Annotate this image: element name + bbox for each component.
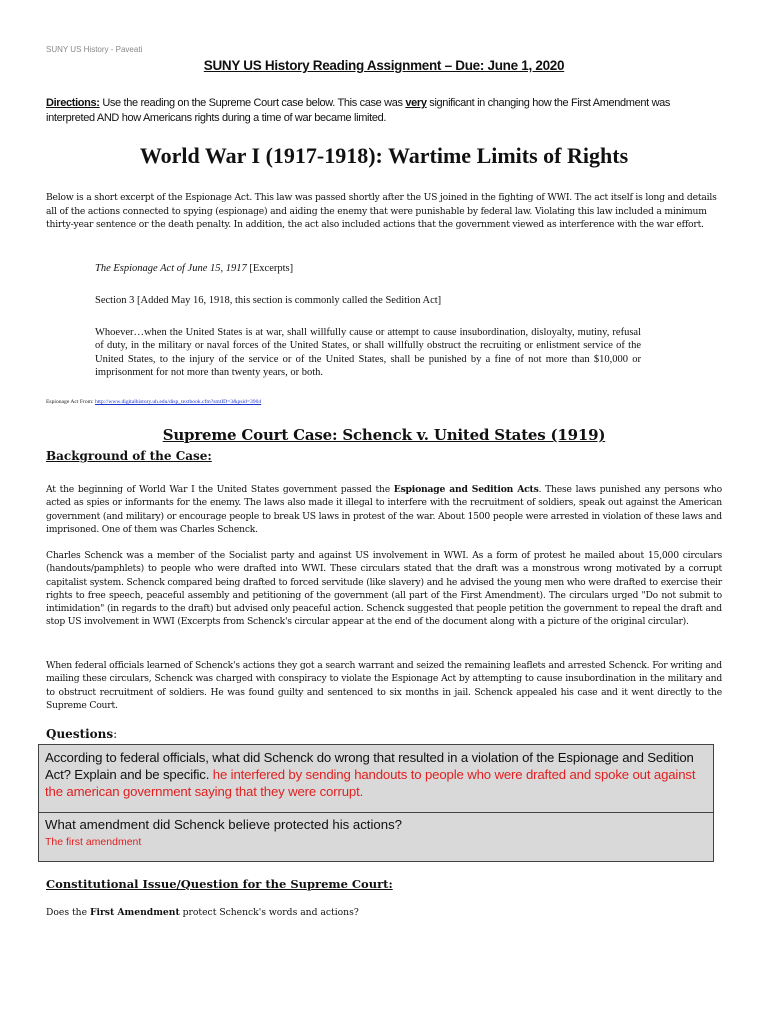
constitutional-question (46, 907, 359, 918)
background-paragraph-2: Charles Schenck was a member of the Socialist party and against US involvement in WWI. As a form of protest he mailed about 15,000 circulars (handouts/pamphlets) to people who were drafted into WWI. These circulars stated that the draft was a monstrous wrong motivated by a corrupt capitalist system. Schenck compared being drafted to forced servitude (like slavery) and he advised the young men who were drafted to exercise their rights to free speech, peaceful assembly and petitioning of the government (all part of the First Amendment). The circulars urged "Do not submit to intimidation" (in regards to the draft) but advised only peaceful action. Schenck suggested that people petition the government to repeal the draft and stop US involvement in WWI (Excerpts from Schenck's circular appear at the end of the document along with a picture of the original circular). (46, 550, 722, 628)
source-citation (46, 399, 261, 405)
answer-1-text[interactable]: he interfered by sending handouts to people who were drafted and spoke out against the american government saying that they were corrupt. (45, 767, 696, 799)
issue-text-b: protect Schenck's words and actions? (179, 907, 359, 918)
constitutional-issue-heading: Constitutional Issue/Question for the Supreme Court: (46, 877, 393, 891)
assignment-title: SUNY US History Reading Assignment – Due: June 1, 2020 (203, 58, 565, 73)
source-link[interactable]: http://www.digitalhistory.uh.edu/disp_textbook.cfm?smtID=3&psid=3904 (94, 399, 262, 405)
intro-paragraph: Below is a short excerpt of the Espionage Act. This law was passed shortly after the US joined in the fighting of WWI. The act itself is long and details all of the actions connected to spying (espionage) and aiding the enemy that were punishable by federal law. Violating this law included a minimum thirty-year sentence or the death penalty. In addition, the act also included actions that the government viewed as interference with the war effort. (46, 192, 717, 231)
case-title: Supreme Court Case: Schenck v. United States (1919) (162, 426, 606, 444)
background-heading: Background of the Case: (46, 449, 212, 463)
question-1-box[interactable] (38, 744, 714, 813)
directions-emphasis: very (405, 97, 427, 109)
excerpt-title (95, 263, 293, 274)
background-paragraph-3: When federal officials learned of Schenck's actions they got a search warrant and seized the remaining leaflets and arrested Schenck. For writing and mailing these circulars, Schenck was charged with conspiracy to violate the Espionage Act by attempting to cause insubordination in the military and to obstruct recruitment of soldiers. He was found guilty and sentenced to six months in jail. Schenck appealed his case and it went directly to the Supreme Court. (46, 660, 722, 711)
answer-2-text[interactable]: The first amendment (45, 836, 142, 848)
questions-heading-text: Questions (46, 727, 114, 741)
excerpt-body: Whoever…when the United States is at war, shall willfully cause or attempt to cause insubordination, disloyalty, mutiny, refusal of duty, in the military or naval forces of the United States, or shall willfully obstruct the recruiting or enlistment service of the United States, to the injury of the service or of the United States, shall be punished by a fine of not more than $10,000 or imprisonment for not more than twenty years, or both. (95, 327, 641, 378)
section-3-label: Section 3 [Added May 16, 1918, this section is commonly called the Sedition Act] (95, 295, 442, 306)
question-2-box[interactable] (38, 812, 714, 862)
p1-bold: Espionage and Sedition Acts (393, 484, 539, 495)
issue-bold: First Amendment (89, 907, 180, 918)
page-title: World War I (1917-1918): Wartime Limits of Rights (139, 143, 629, 168)
p1-text-a: At the beginning of World War I the United States government passed the (46, 484, 394, 495)
directions-label: Directions: (46, 97, 100, 109)
excerpt-title-suffix: [Excerpts] (246, 263, 294, 274)
questions-heading-colon: : (113, 727, 118, 741)
directions-text-a: Use the reading on the Supreme Court case below. This case was (99, 97, 406, 109)
p1-text-b: . These laws punished any persons who acted as spies or informants for the enemy. The laws also made it illegal to interfere with the recruitment of soldiers, speak out against the American government (and military) or encourage people to break US laws in protest of the war. About 1500 people were arrested in violation of these laws and imprisoned. One of them was Charles Schenck. (46, 484, 722, 535)
course-header: SUNY US History - Paveati (46, 45, 143, 54)
directions (46, 96, 706, 126)
excerpt-title-italic: The Espionage Act of June 15, 1917 (95, 263, 247, 274)
question-1-text: According to federal officials, what did Schenck do wrong that resulted in a violation of the Espionage and Sedition Act? Explain and be specific. (45, 750, 694, 782)
question-2-text: What amendment did Schenck believe protected his actions? (45, 817, 402, 832)
source-label: Espionage Act From: (46, 399, 95, 405)
questions-heading (46, 727, 117, 741)
background-paragraph-1 (46, 483, 722, 536)
issue-text-a: Does the (46, 907, 90, 918)
directions-text-b: significant in changing how the First Amendment was interpreted AND how Americans rights during a time of war became limited. (46, 97, 671, 124)
